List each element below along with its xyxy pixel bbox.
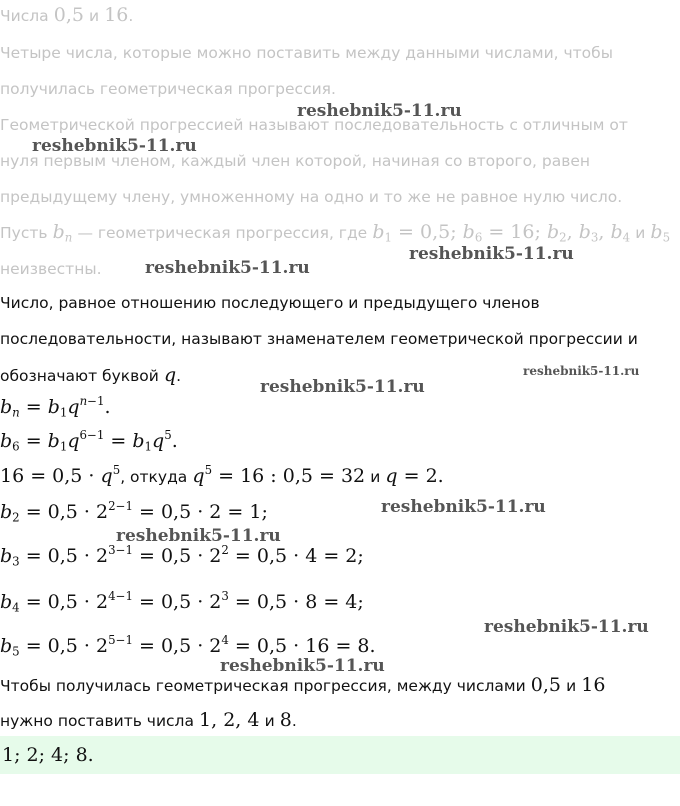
- ratio-line-3-text: обозначают буквой: [0, 367, 159, 385]
- formula-b3: $b_3 = 0,5 \cdot 2^{3-1} = 0,5 \cdot 2^2 = 0,5 \cdot 4 = 2$;: [0, 542, 364, 569]
- formula-b4: $b_4 = 0,5 \cdot 2^{4-1} = 0,5 \cdot 2^3 = 0,5 \cdot 8 = 4$;: [0, 588, 364, 615]
- formula-solve-q: [0, 462, 444, 487]
- ratio-line-1: Число, равное отношению последующего и предыдущего членов: [0, 294, 540, 312]
- given-number-a: 0,5: [53, 4, 84, 26]
- given-dot: .: [128, 7, 134, 25]
- let-line-2: неизвестны.: [0, 260, 102, 278]
- conclusion-and-2: и: [264, 712, 275, 730]
- solve-whence: , откуда: [120, 468, 188, 486]
- ratio-line-3: [0, 366, 181, 385]
- watermark: reshebnik5-11.ru: [260, 377, 425, 397]
- let-b5-formula: $b_5$: [650, 221, 671, 245]
- formula-general: $b_n = b_1q^{n-1}$.: [0, 393, 111, 420]
- watermark: reshebnik5-11.ru: [523, 364, 640, 378]
- find-line-1: Четыре числа, которые можно поставить между данными числами, чтобы: [0, 44, 613, 62]
- ratio-q-symbol: q: [163, 364, 177, 386]
- conclusion-and: и: [566, 677, 577, 695]
- ratio-dot: .: [176, 367, 182, 385]
- conclusion-number-8: 8: [279, 709, 292, 731]
- conclusion-dot: .: [291, 712, 297, 730]
- conclusion-line-2: [0, 711, 297, 730]
- ratio-line-2: последовательности, называют знаменателем геометрической прогрессии и: [0, 330, 638, 348]
- watermark: reshebnik5-11.ru: [145, 258, 310, 278]
- definition-line-3: предыдущему члену, умноженному на одно и то же не равное нулю число.: [0, 188, 623, 206]
- answer-box: [0, 736, 680, 774]
- given-label: Числа: [0, 7, 49, 25]
- definition-line-1: Геометрической прогрессией называют последовательность с отличным от: [0, 116, 628, 134]
- given-line: [0, 6, 133, 25]
- let-seq-formula: $b_n$: [52, 221, 73, 245]
- let-mid: — геометрическая прогрессия, где: [77, 224, 368, 242]
- answer-text: 1; 2; 4; 8.: [2, 744, 94, 766]
- conclusion-text-1: Чтобы получилась геометрическая прогрессия, между числами: [0, 677, 526, 695]
- watermark: reshebnik5-11.ru: [32, 136, 197, 156]
- let-and: и: [635, 224, 646, 242]
- watermark: reshebnik5-11.ru: [381, 497, 546, 517]
- solve-q-value: q = 2.: [385, 465, 444, 487]
- solve-equation: $16 = 0,5 \cdot q^5$: [0, 462, 121, 487]
- conclusion-numbers: 1, 2, 4: [199, 709, 260, 731]
- watermark: reshebnik5-11.ru: [116, 526, 281, 546]
- conclusion-number-a: 0,5: [530, 674, 561, 696]
- watermark: reshebnik5-11.ru: [409, 244, 574, 264]
- let-prefix: Пусть: [0, 224, 48, 242]
- formula-b5: $b_5 = 0,5 \cdot 2^{5-1} = 0,5 \cdot 2^4 = 0,5 \cdot 16 = 8$.: [0, 632, 376, 659]
- definition-line-2: нуля первым членом, каждый член которой, начиная со второго, равен: [0, 152, 591, 170]
- solve-and: и: [370, 468, 381, 486]
- formula-b2: $b_2 = 0,5 \cdot 2^{2-1} = 0,5 \cdot 2 = 1$;: [0, 498, 268, 525]
- watermark: reshebnik5-11.ru: [220, 656, 385, 676]
- formula-b6: $b_6 = b_1q^{6-1} = b_1q^5$.: [0, 427, 178, 454]
- solve-result: $q^5 = 16$ : 0,5 = 32: [192, 462, 366, 487]
- let-line: [0, 221, 671, 245]
- find-line-2: получилась геометрическая прогрессия.: [0, 80, 336, 98]
- watermark: reshebnik5-11.ru: [484, 617, 649, 637]
- conclusion-text-2: нужно поставить числа: [0, 712, 194, 730]
- conclusion-number-b: 16: [581, 674, 606, 696]
- conclusion-line-1: [0, 676, 605, 695]
- given-number-b: 16: [104, 4, 129, 26]
- given-and: и: [89, 7, 100, 25]
- watermark: reshebnik5-11.ru: [297, 101, 462, 121]
- let-conditions-formula: $b_1 = 0,5$; $b_6 = 16$; $b_2$, $b_3$, $b_4$: [372, 221, 631, 245]
